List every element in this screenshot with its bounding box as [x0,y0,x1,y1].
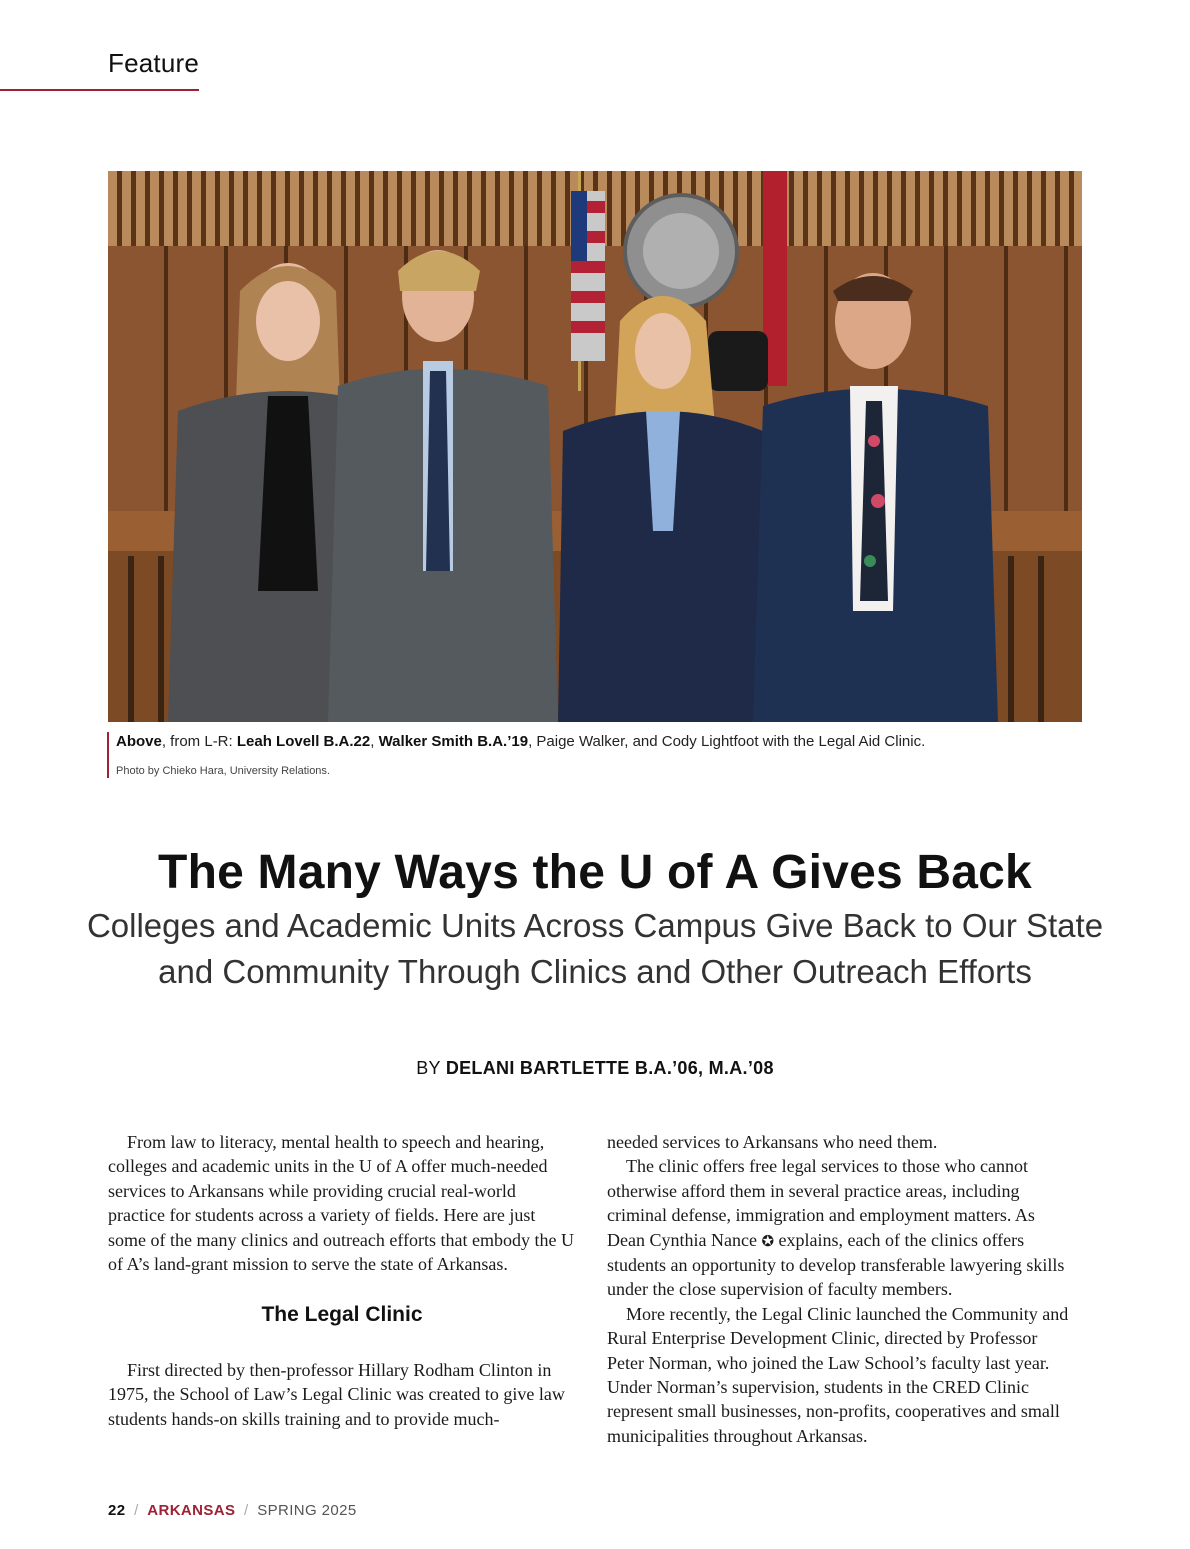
group-photo [108,171,1082,722]
paragraph-cred-clinic: More recently, the Legal Clinic launched the Community and Rural Enterprise Development Clinic, directed by Professor Peter Norman, who joined the Law School’s faculty last year. Under Norman’s supervision, students in the CRED Clinic represent small businesses, non-profits, cooperatives and small municipalities throughout Arkansas. [607,1303,1069,1446]
paragraph-clinic-services-a: The clinic offers free legal services to those who cannot otherwise afford them in several practice areas, including criminal defense, immigration and employment matters. As Dean Cynthia Nance [607,1156,1035,1250]
caption-person-1: Leah Lovell B.A.22 [236,733,371,750]
magazine-name: ARKANSAS [147,1502,236,1519]
byline-author: DELANI BARTLETTE B.A.’06, M.A.’08 [445,1058,774,1078]
page-footer [108,1502,357,1519]
article-column-right [607,1130,1075,1448]
footer-separator-2: / [244,1502,249,1519]
group-photo-icon [108,171,1082,722]
subhead-legal-clinic: The Legal Clinic [261,1303,423,1327]
section-label: Feature [108,48,200,78]
caption-from: , from L-R: [161,733,237,750]
article-subtitle: Colleges and Academic Units Across Campus Give Back to Our State and Community Through Clinics and Other Outreach Efforts [86,907,1104,990]
paragraph-clinic-services [607,1154,1075,1301]
caption-rest: , Paige Walker, and Cody Lightfoot with the Legal Aid Clinic. [528,733,926,750]
article-column-left [108,1130,576,1431]
photo-caption [116,733,925,750]
issue-date: SPRING 2025 [257,1502,357,1519]
footer-separator: / [134,1502,139,1519]
caption-person-2: Walker Smith B.A.’19 [378,733,529,750]
star-icon: ✪ [761,1231,775,1250]
section-rule [0,89,199,91]
photo-credit: Photo by Chieko Hara, University Relations. [116,765,330,777]
paragraph-continued: needed services to Arkansans who need them. [607,1132,938,1152]
byline-prefix: BY [416,1058,446,1078]
caption-sep: , [370,733,379,750]
paragraph-clinic-services-b: explains, each of the clinics offers students an opportunity to develop transferable lawyering skills under the close supervision of faculty members. [607,1229,1065,1300]
caption-above: Above [116,733,162,750]
byline [0,1058,1190,1079]
page-number: 22 [108,1502,126,1519]
paragraph-intro: From law to literacy, mental health to speech and hearing, colleges and academic units in the U of A offer much-needed services to Arkansans while providing crucial real-world practice for students across a variety of fields. Here are just some of the many clinics and outreach efforts that embody the U of A’s land-grant mission to serve the state of Arkansas. [108,1132,575,1275]
article-title: The Many Ways the U of A Gives Back [158,846,1032,899]
caption-accent-bar [107,732,109,778]
paragraph-legal-clinic: First directed by then-professor Hillary Rodham Clinton in 1975, the School of Law’s Legal Clinic was created to give law students hands-on skills training and to provide much- [108,1359,565,1429]
